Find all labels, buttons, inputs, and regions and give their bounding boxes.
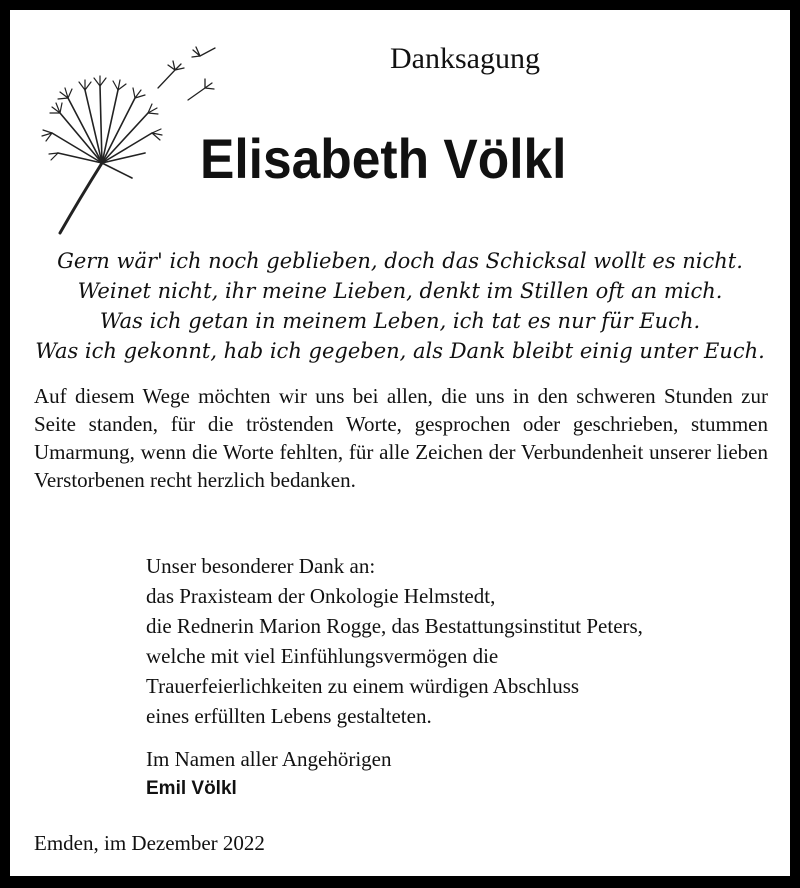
- family-line: Im Namen aller Angehörigen: [146, 747, 392, 771]
- thanks-line: Unser besonderer Dank an:: [146, 554, 376, 578]
- thanks-paragraph: Auf diesem Wege möchten wir uns bei allen, die uns in den schweren Stunden zur Seite standen, für die tröstenden Worte, gesprochen oder geschrieben, stummen Umarmung, wenn die Worte fehlten, für alle Zeichen der Verbundenheit unserer lieben Verstorbenen recht herzlich bedanken.: [34, 384, 768, 492]
- poem-line: Was ich getan in meinem Leben, ich tat es nur für Euch.: [99, 309, 701, 333]
- signature-block: [146, 744, 392, 804]
- poem-line: Was ich gekonnt, hab ich gegeben, als Dank bleibt einig unter Euch.: [35, 339, 765, 363]
- poem-line: Weinet nicht, ihr meine Lieben, denkt im Stillen oft an mich.: [77, 279, 723, 303]
- place-date: Emden, im Dezember 2022: [34, 831, 265, 855]
- signer-name: Emil Völkl: [146, 778, 237, 799]
- thanks-line: das Praxisteam der Onkologie Helmstedt,: [146, 584, 496, 608]
- obituary-card: [10, 10, 790, 876]
- thanks-line: eines erfüllten Lebens gestalteten.: [146, 704, 432, 728]
- special-thanks: [146, 551, 766, 731]
- poem: [10, 246, 790, 366]
- deceased-name: Elisabeth Völkl: [200, 127, 567, 190]
- page-title: Danksagung: [390, 42, 540, 75]
- thanks-line: welche mit viel Einfühlungsvermögen die: [146, 644, 499, 668]
- thanks-line: Trauerfeierlichkeiten zu einem würdigen Abschluss: [146, 674, 580, 698]
- thanks-line: die Rednerin Marion Rogge, das Bestattungsinstitut Peters,: [146, 614, 643, 638]
- poem-line: Gern wär' ich noch geblieben, doch das Schicksal wollt es nicht.: [57, 249, 743, 273]
